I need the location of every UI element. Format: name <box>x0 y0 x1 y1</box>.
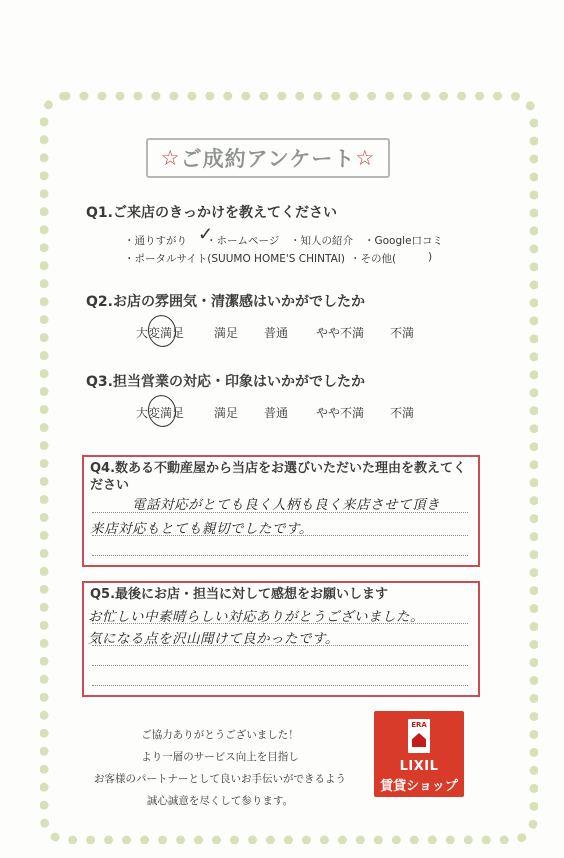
q2-rating-neutral[interactable]: 普通 <box>264 326 289 340</box>
q2-rating-very-satisfied[interactable]: 大変満足 <box>136 326 185 340</box>
q3-rating-somewhat-dissatisfied[interactable]: やや不満 <box>316 406 365 420</box>
q4-handwritten-line-1: 電話対応がとても良く人柄も良く来店させて頂き <box>132 497 440 513</box>
question-5: Q5.最後にお店・担当に対して感想をお願いします <box>90 587 389 602</box>
lixil-text: LIXIL <box>399 759 439 774</box>
answer-line <box>92 535 468 536</box>
q5-handwritten-line-1: お忙しい中素晴らしい対応ありがとうございました。 <box>88 609 424 625</box>
q1-option-other-close: ) <box>428 251 433 263</box>
q3-rating-very-satisfied[interactable]: 大変満足 <box>136 406 185 420</box>
shop-text: 賃貸ショップ <box>380 779 458 794</box>
q1-option-google[interactable]: ・Google口コミ <box>364 235 444 247</box>
question-1: Q1.ご来店のきっかけを教えてください <box>86 205 337 221</box>
question-2: Q2.お店の雰囲気・清潔感はいかがでしたか <box>86 294 365 310</box>
q5-handwritten-line-2: 気になる点を沢山聞けて良かったです。 <box>88 631 339 647</box>
answer-line <box>92 645 468 646</box>
answer-line <box>92 623 468 624</box>
answer-line <box>92 512 468 513</box>
q4-handwritten-line-2: 来店対応もとても親切でしたです。 <box>90 521 313 537</box>
q1-option-passing[interactable]: ・通りすがり <box>124 235 187 247</box>
q5-answer-box[interactable] <box>82 581 480 697</box>
q2-rating-dissatisfied[interactable]: 不満 <box>390 326 415 340</box>
answer-line <box>92 665 468 666</box>
footer-line-3: お客様のパートナーとして良いお手伝いができるよう <box>94 773 346 785</box>
house-icon <box>412 733 426 747</box>
check-mark-icon: ✓ <box>198 224 214 245</box>
q1-option-other[interactable]: ・その他( <box>350 253 397 265</box>
closing-message <box>80 724 360 812</box>
footer-line-2: より一層のサービス向上を目指し <box>141 751 299 763</box>
footer-line-4: 誠心誠意を尽くして参ります。 <box>146 795 294 807</box>
answer-line <box>92 555 468 556</box>
q1-option-portal[interactable]: ・ポータルサイト(SUUMO HOME'S CHINTAI) <box>124 253 345 265</box>
q1-option-homepage[interactable]: ・ホームページ <box>206 235 280 247</box>
question-4: Q4.数ある不動産屋から当店をお選びいただいた理由を教えてください <box>90 461 467 493</box>
q3-rating-neutral[interactable]: 普通 <box>264 406 289 420</box>
footer-line-1: ご協力ありがとうございました！ <box>141 729 299 741</box>
question-3: Q3.担当営業の対応・印象はいかがでしたか <box>86 374 365 390</box>
q4-answer-box[interactable] <box>82 455 480 567</box>
era-text: ERA <box>411 721 427 729</box>
q2-rating-satisfied[interactable]: 満足 <box>214 326 239 340</box>
q3-rating-dissatisfied[interactable]: 不満 <box>390 406 415 420</box>
lixil-shop-logo <box>374 711 464 797</box>
q3-rating-satisfied[interactable]: 満足 <box>214 406 239 420</box>
survey-title: ☆ ご成約アンケート ☆ <box>146 138 390 178</box>
era-badge <box>408 719 430 753</box>
q2-rating-somewhat-dissatisfied[interactable]: やや不満 <box>316 326 365 340</box>
answer-line <box>92 685 468 686</box>
q1-option-referral[interactable]: ・知人の紹介 <box>290 235 353 247</box>
